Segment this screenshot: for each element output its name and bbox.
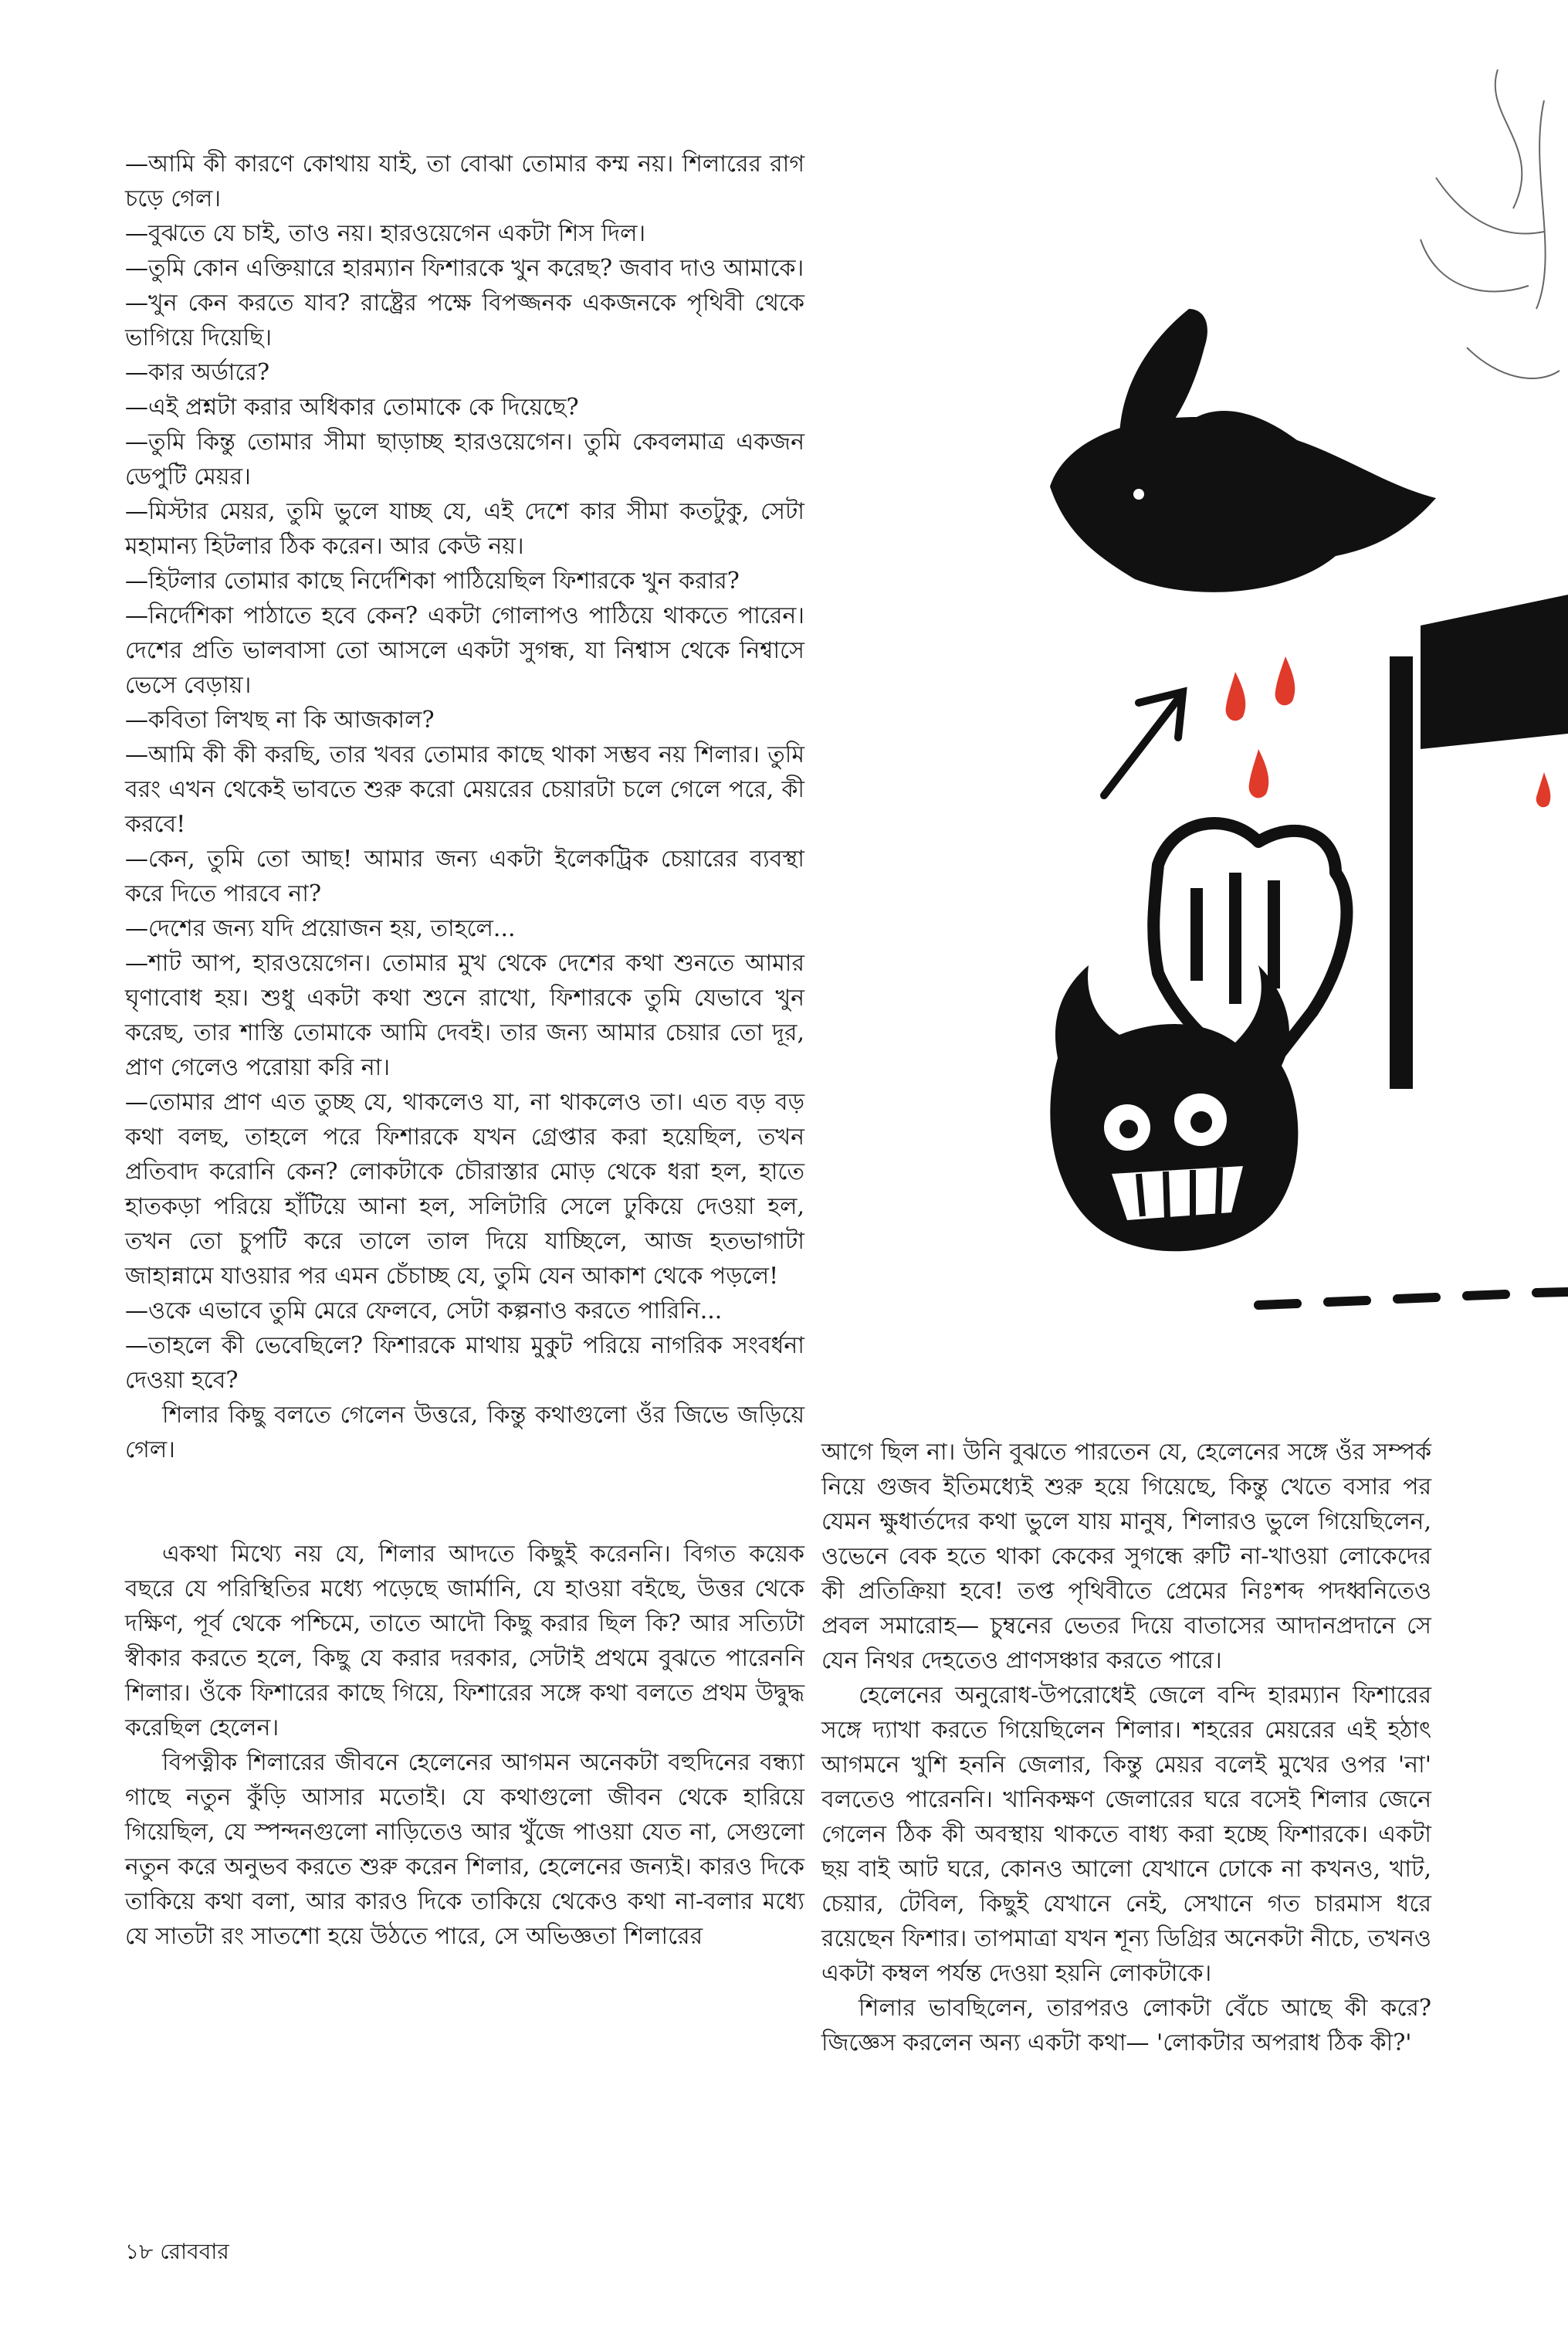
dialogue-line: —মিস্টার মেয়র, তুমি ভুলে যাচ্ছ যে, এই দেশে কার সীমা কতটুকু, সেটা মহামান্য হিটলার ঠিক করেন। আর কেউ নয়। xyxy=(125,498,804,560)
dialogue-line: —শাট আপ, হারওয়েগেন। তোমার মুখ থেকে দেশের কথা শুনতে আমার ঘৃণাবোধ হয়। শুধু একটা কথা শুনে রাখো, ফিশারকে তুমি যেভাবে খুন করেছ, তার শাস্তি তোমাকে আমি দেবই। তার জন্য আমার চেয়ার তো দূর, প্রাণ গেলেও পরোয়া করি না। xyxy=(125,950,804,1081)
dialogue-line: —হিটলার তোমার কাছে নির্দেশিকা পাঠিয়েছিল ফিশারকে খুন করার? xyxy=(125,568,740,595)
right-column xyxy=(821,1435,1431,2060)
dialogue-line: —খুন কেন করতে যাব? রাষ্ট্রের পক্ষে বিপজ্জনক একজনকে পৃথিবী থেকে ভাগিয়ে দিয়েছি। xyxy=(125,290,804,351)
dialogue-line: —আমি কী কী করছি, তার খবর তোমার কাছে থাকা সম্ভব নয় শিলার। তুমি বরং এখন থেকেই ভাবতে শুরু করো মেয়রের চেয়ারটা চলে গেলে পরে, কী করবে! xyxy=(125,741,804,838)
closing-paragraph: শিলার কিছু বলতে গেলেন উত্তরে, কিন্তু কথাগুলো ওঁর জিভে জড়িয়ে গেল। xyxy=(125,1402,804,1463)
dialogue-line: —তোমার প্রাণ এত তুচ্ছ যে, থাকলেও যা, না থাকলেও তা। এত বড় বড় কথা বলছ, তাহলে পরে ফিশারকে যখন গ্রেপ্তার করা হয়েছিল, তখন প্রতিবাদ করোনি কেন? লোকটাকে চৌরাস্তার মোড় থেকে ধরা হল, হাতে হাতকড়া পরিয়ে হাঁটিয়ে আনা হল, সলিটারি সেলে ঢুকিয়ে দেওয়া হল, তখন তো চুপটি করে তালে তাল দিয়ে যাচ্ছিলে, আজ হতভাগাটা জাহান্নামে যাওয়ার পর এমন চেঁচাচ্ছ যে, তুমি যেন আকাশ থেকে পড়লে! xyxy=(125,1089,804,1290)
page-folio: ১৮ রোববার xyxy=(125,2239,229,2264)
body-paragraph: বিপত্নীক শিলারের জীবনে হেলেনের আগমন অনেকটা বহুদিনের বন্ধ্যা গাছে নতুন কুঁড়ি আসার মতোই। যে কথাগুলো জীবন থেকে হারিয়ে গিয়েছিল, যে স্পন্দনগুলো নাড়িতেও আর খুঁজে পাওয়া যেত না, সেগুলো নতুন করে অনুভব করতে শুরু করেন শিলার, হেলেনের জন্যই। কারও দিকে তাকিয়ে কথা বলা, আর কারও দিকে তাকিয়ে থেকেও কথা না-বলার মধ্যে যে সাতটা রং সাতশো হয়ে উঠতে পারে, সে অভিজ্ঞতা শিলারের xyxy=(125,1749,804,1950)
dialogue-line: —নির্দেশিকা পাঠাতে হবে কেন? একটা গোলাপও পাঠিয়ে থাকতে পারেন। দেশের প্রতি ভালবাসা তো আসলে একটা সুগন্ধ, যা নিশ্বাস থেকে নিশ্বাসে ভেসে বেড়ায়। xyxy=(125,602,804,699)
flag-pole xyxy=(1390,656,1413,1089)
dialogue-line: —আমি কী কারণে কোথায় যাই, তা বোঝা তোমার কম্ম নয়। শিলারের রাগ চড়ে গেল। xyxy=(125,151,804,212)
dialogue-line: —কার অর্ডারে? xyxy=(125,359,270,386)
left-column xyxy=(125,147,804,1954)
bird-eye xyxy=(1133,489,1144,500)
story-illustration xyxy=(1004,54,1568,1367)
body-paragraph: হেলেনের অনুরোধ-উপরোধেই জেলে বন্দি হারম্যান ফিশারের সঙ্গে দ্যাখা করতে গিয়েছিলেন শিলার। শহরের মেয়রের এই হঠাৎ আগমনে খুশি হননি জেলার, কিন্তু মেয়র বলেই মুখের ওপর 'না' বলতেও পারেননি। খানিকক্ষণ জেলারের ঘরে বসেই শিলার জেনে গেলেন ঠিক কী অবস্থায় থাকতে বাধ্য করা হচ্ছে ফিশারকে। একটা ছয় বাই আট ঘরে, কোনও আলো যেখানে ঢোকে না কখনও, খাট, চেয়ার, টেবিল, কিছুই যেখানে নেই, সেখানে গত চারমাস ধরে রয়েছেন ফিশার। তাপমাত্রা যখন শূন্য ডিগ্রির অনেকটা নীচে, তখনও একটা কম্বল পর্যন্ত দেওয়া হয়নি লোকটাকে। xyxy=(821,1682,1431,1987)
ground-dashes xyxy=(1258,1292,1567,1305)
dialogue-line: —কবিতা লিখছ না কি আজকাল? xyxy=(125,707,435,734)
dialogue-line: —ওকে এভাবে তুমি মেরে ফেলবে, সেটা কল্পনাও করতে পারিনি... xyxy=(125,1297,723,1324)
arrow-icon xyxy=(1104,692,1183,795)
bird-icon xyxy=(1050,309,1436,592)
section-break xyxy=(125,1467,804,1537)
dialogue-line: —তুমি কোন এক্তিয়ারে হারম্যান ফিশারকে খুন করেছ? জবাব দাও আমাকে। xyxy=(125,255,804,282)
body-paragraph: শিলার ভাবছিলেন, তারপরও লোকটা বেঁচে আছে কী করে? জিজ্ঞেস করলেন অন্য একটা কথা— 'লোকটার অপরাধ ঠিক কী?' xyxy=(821,1995,1431,2056)
dialogue-line: —এই প্রশ্নটা করার অধিকার তোমাকে কে দিয়েছে? xyxy=(125,394,579,421)
sketch-lines xyxy=(1421,70,1560,378)
flag xyxy=(1421,595,1568,749)
dialogue-line: —তুমি কিন্তু তোমার সীমা ছাড়াচ্ছ হারওয়েগেন। তুমি কেবলমাত্র একজন ডেপুটি মেয়র। xyxy=(125,429,804,490)
dialogue-line: —বুঝতে যে চাই, তাও নয়। হারওয়েগেন একটা শিস দিল। xyxy=(125,220,646,247)
dialogue-line: —কেন, তুমি তো আছ! আমার জন্য একটা ইলেকট্রিক চেয়ারের ব্যবস্থা করে দিতে পারবে না? xyxy=(125,846,804,907)
body-paragraph: আগে ছিল না। উনি বুঝতে পারতেন যে, হেলেনের সঙ্গে ওঁর সম্পর্ক নিয়ে গুজব ইতিমধ্যেই শুরু হয়ে গিয়েছে, কিন্তু খেতে বসার পর যেমন ক্ষুধার্তদের কথা ভুলে যায় মানুষ, শিলারও ভুলে গিয়েছিলেন, ওভেনে বেক হতে থাকা কেকের সুগন্ধে রুটি না-খাওয়া লোকেদের কী প্রতিক্রিয়া হবে! তপ্ত পৃথিবীতে প্রেমের নিঃশব্দ পদধ্বনিতেও প্রবল সমারোহ— চুম্বনের ভেতর দিয়ে বাতাসের আদানপ্রদানে সে যেন নিথর দেহতেও প্রাণসঞ্চার করতে পারে। xyxy=(821,1439,1431,1674)
dialogue-line: —দেশের জন্য যদি প্রয়োজন হয়, তাহলে... xyxy=(125,915,516,942)
dialogue-line: —তাহলে কী ভেবেছিলে? ফিশারকে মাথায় মুকুট পরিয়ে নাগরিক সংবর্ধনা দেওয়া হবে? xyxy=(125,1332,804,1394)
body-paragraph: একথা মিথ্যে নয় যে, শিলার আদতে কিছুই করেননি। বিগত কয়েক বছরে যে পরিস্থিতির মধ্যে পড়েছে জার্মানি, যে হাওয়া বইছে, উত্তর থেকে দক্ষিণ, পূর্ব থেকে পশ্চিমে, তাতে আদৌ কিছু করার ছিল কি? আর সত্যিটা স্বীকার করতে হলে, কিছু যে করার দরকার, সেটাই প্রথমে বুঝতে পারেননি শিলার। ওঁকে ফিশারের কাছে গিয়ে, ফিশারের সঙ্গে কথা বলতে প্রথম উদ্বুদ্ধ করেছিল হেলেন। xyxy=(125,1541,804,1741)
